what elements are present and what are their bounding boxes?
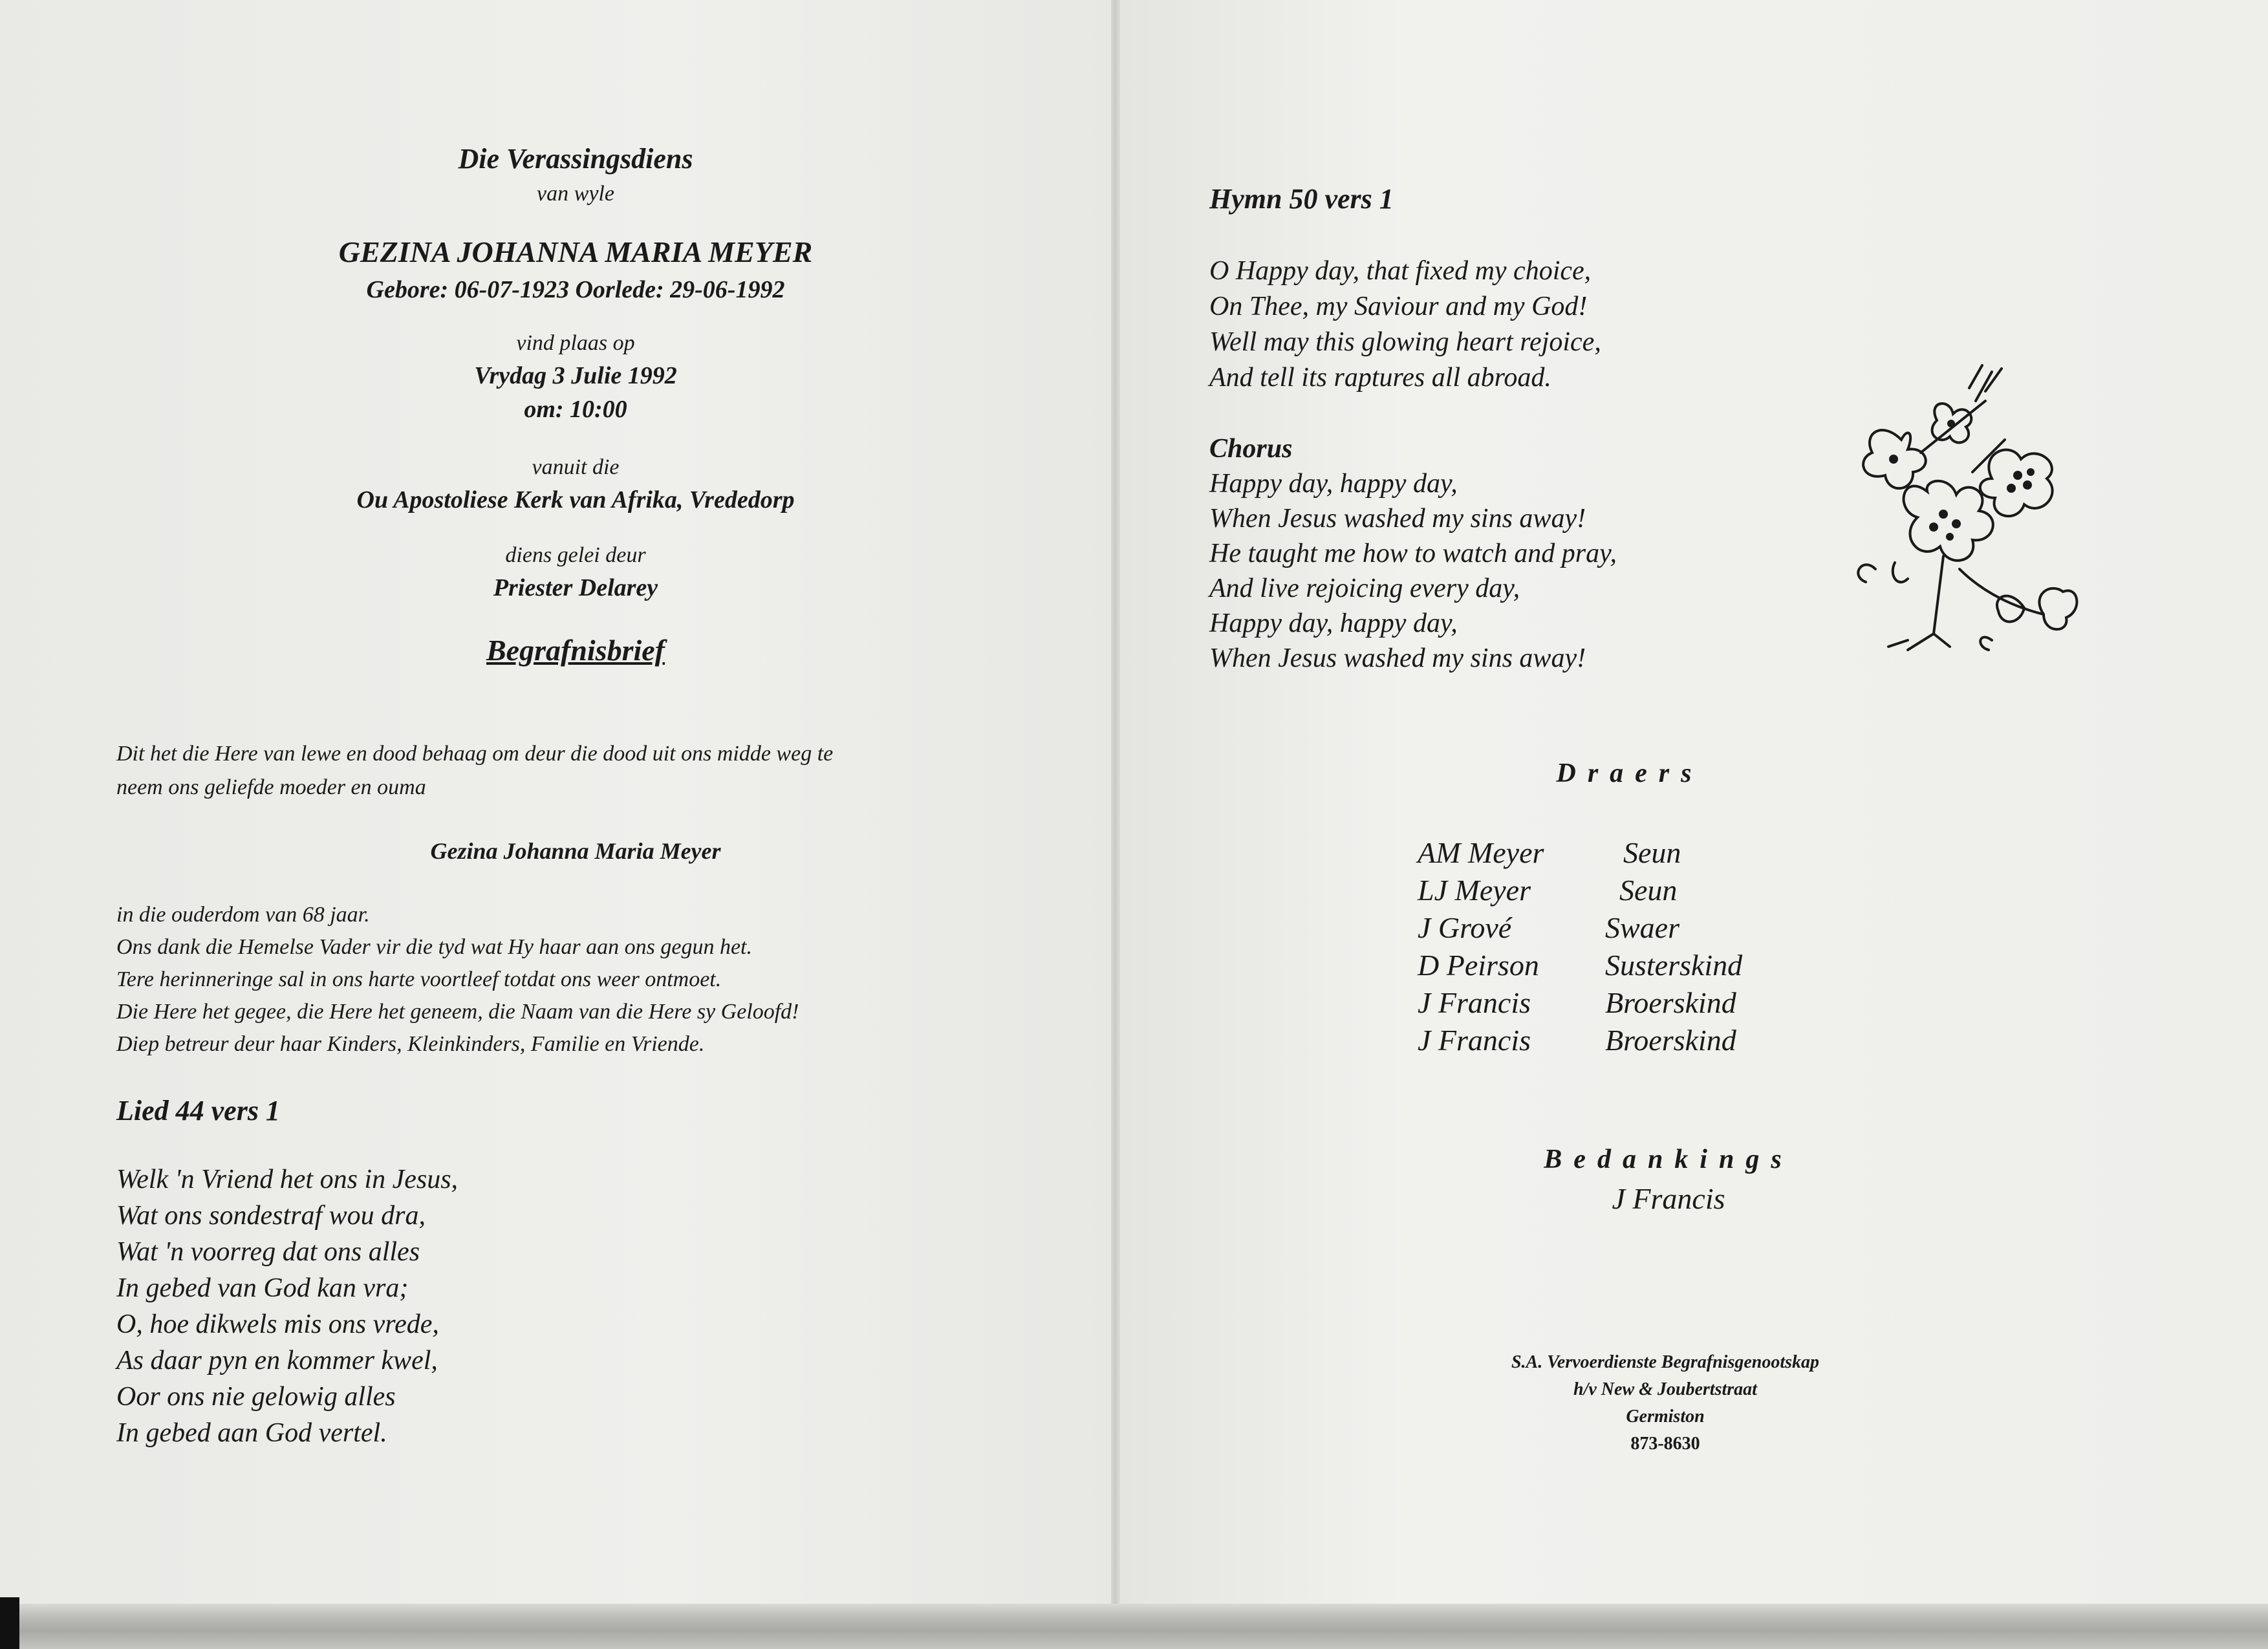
letter-body-line: in die ouderdom van 68 jaar. (116, 903, 370, 927)
letter-intro (116, 737, 833, 804)
pallbearers-list (1418, 834, 1742, 1059)
letter-name (194, 834, 957, 868)
right-hymn-title (1209, 180, 1394, 219)
letter-body-line: Die Here het gegee, die Here het geneem, die Naam van die Here sy Geloofd! (116, 1000, 799, 1024)
service-date: Vrydag 3 Julie 1992 (474, 362, 677, 389)
hymn-title-lied-44: Lied 44 vers 1 (116, 1095, 280, 1126)
verse-line: O Happy day, that fixed my choice, (1209, 256, 1592, 286)
letter-body-line: Tere herinneringe sal in ons harte voortleef totdat ons weer ontmoet. (116, 967, 722, 991)
pallbearer-relation: Broerskind (1605, 986, 1736, 1019)
thanks-name: J Francis (1612, 1182, 1725, 1215)
hymn-line: In gebed van God kan vra; (116, 1273, 409, 1303)
letter-body (116, 899, 799, 1061)
letter-intro-line: neem ons geliefde moeder en ouma (116, 775, 426, 799)
undertaker-address: h/v New & Joubertstraat (1573, 1379, 1757, 1399)
thanks-title: Bedankings (1544, 1145, 1793, 1174)
pallbearer-name: J Grové (1418, 911, 1512, 944)
scan-corner-shadow (0, 1597, 19, 1649)
chorus-line: When Jesus washed my sins away! (1209, 643, 1586, 673)
pallbearer-name: AM Meyer (1418, 836, 1544, 869)
chorus-line: He taught me how to watch and pray, (1209, 539, 1617, 568)
undertaker-info (1455, 1349, 1875, 1458)
service-time: om: 10:00 (524, 396, 627, 423)
pallbearer-row (1418, 984, 1742, 1022)
undertaker-phone: 873-8630 (1630, 1434, 1700, 1454)
service-title: Die Verassingsdiens (458, 143, 693, 175)
verse-line: On Thee, my Saviour and my God! (1209, 292, 1588, 321)
page-fold (1111, 0, 1120, 1617)
left-hymn-title (116, 1092, 280, 1130)
chorus-line: And live rejoicing every day, (1209, 574, 1520, 603)
pallbearer-row (1418, 1022, 1742, 1059)
hymn-line: Oor ons nie gelowig alles (116, 1382, 396, 1412)
vanuit-die: vanuit die (532, 455, 620, 479)
van-wyle: van wyle (537, 182, 614, 206)
vind-plaas-op: vind plaas op (516, 331, 635, 355)
pallbearer-name: LJ Meyer (1418, 874, 1531, 907)
pallbearer-relation: Broerskind (1605, 1024, 1736, 1057)
verse-line: And tell its raptures all abroad. (1209, 363, 1551, 393)
chorus-line: Happy day, happy day, (1209, 609, 1458, 638)
verse-line: Well may this glowing heart rejoice, (1209, 327, 1601, 357)
service-header (194, 139, 957, 672)
hymn-line: O, hoe dikwels mis ons vrede, (116, 1310, 439, 1339)
thanks-section (1468, 1139, 1869, 1218)
letter-body-line: Diep betreur deur haar Kinders, Kleinkinders, Familie en Vriende. (116, 1032, 705, 1056)
pallbearer-row (1418, 909, 1742, 947)
pallbearers-heading: Draers (1556, 759, 1703, 788)
pallbearer-relation: Seun (1623, 836, 1681, 869)
pallbearer-name: J Francis (1418, 986, 1531, 1019)
pallbearer-relation: Susterskind (1605, 949, 1743, 982)
chorus-line: When Jesus washed my sins away! (1209, 504, 1586, 534)
scan-bottom-edge (0, 1604, 2268, 1649)
hymn-line: Wat 'n voorreg dat ons alles (116, 1237, 420, 1267)
pallbearer-name: J Francis (1418, 1024, 1531, 1057)
diens-gelei-deur: diens gelei deur (505, 543, 646, 567)
pallbearer-row (1418, 872, 1742, 909)
letter-deceased-name: Gezina Johanna Maria Meyer (430, 838, 721, 864)
hymn-line: Welk 'n Vriend het ons in Jesus, (116, 1165, 459, 1194)
church-name: Ou Apostoliese Kerk van Afrika, Vrededorp (356, 486, 795, 513)
letter-heading: Begrafnisbrief (486, 634, 665, 667)
hymn-line: Wat ons sondestraf wou dra, (116, 1201, 426, 1231)
pallbearer-name: D Peirson (1418, 949, 1539, 982)
left-hymn-lyrics (116, 1161, 458, 1451)
chorus-title: Chorus (1209, 434, 1293, 464)
undertaker-name: S.A. Vervoerdienste Begrafnisgenootskap (1511, 1352, 1820, 1372)
undertaker-town: Germiston (1626, 1406, 1705, 1427)
deceased-name: GEZINA JOHANNA MARIA MEYER (338, 235, 813, 268)
pallbearers-title (1449, 754, 1811, 793)
letter-intro-line: Dit het die Here van lewe en dood behaag om deur die dood uit ons midde weg te (116, 742, 834, 766)
pallbearer-relation: Seun (1619, 874, 1678, 907)
chorus-line: Happy day, happy day, (1209, 469, 1458, 499)
pallbearer-row (1418, 834, 1742, 872)
letter-body-line: Ons dank die Hemelse Vader vir die tyd wat Hy haar aan ons gegun het. (116, 935, 752, 959)
minister-name: Priester Delarey (493, 574, 658, 601)
pallbearer-row (1418, 947, 1742, 984)
birth-death-dates: Gebore: 06-07-1923 Oorlede: 29-06-1992 (366, 276, 785, 303)
right-hymn-chorus (1209, 431, 1617, 676)
right-hymn-verse (1209, 253, 1601, 396)
hymn-title-hymn-50: Hymn 50 vers 1 (1209, 183, 1394, 215)
pallbearer-relation: Swaer (1605, 911, 1679, 944)
flower-drawing-icon (1837, 362, 2082, 666)
hymn-line: In gebed aan God vertel. (116, 1418, 387, 1448)
hymn-line: As daar pyn en kommer kwel, (116, 1346, 438, 1375)
